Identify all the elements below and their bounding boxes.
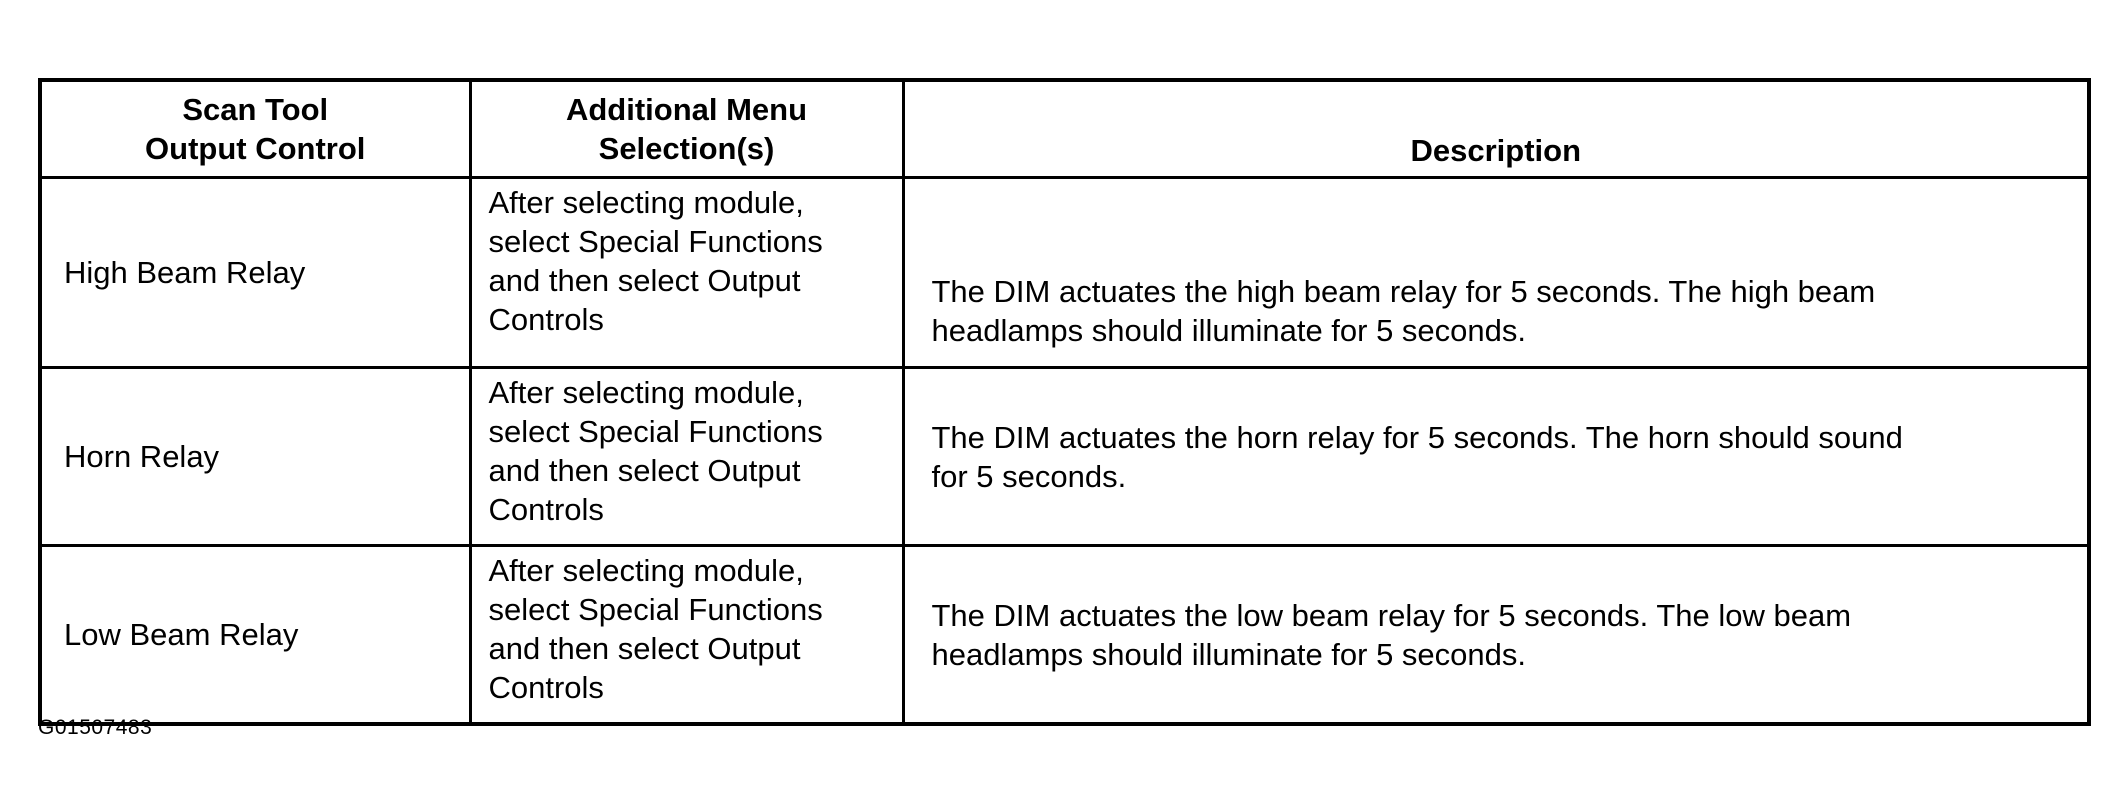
table-row xyxy=(40,546,2089,725)
output-controls-table xyxy=(38,78,2091,726)
menu-selection-cell: After selecting module, select Special Functions and then select Output Controls xyxy=(470,178,903,368)
table-row xyxy=(40,368,2089,546)
header-output-control: Scan Tool Output Control xyxy=(40,80,470,178)
header-description: Description xyxy=(903,80,2089,178)
menu-selection-cell: After selecting module, select Special Functions and then select Output Controls xyxy=(470,546,903,725)
figure-id: G01507483 xyxy=(38,716,153,739)
table-row xyxy=(40,178,2089,368)
output-control-cell: Low Beam Relay xyxy=(40,546,470,725)
header-row xyxy=(40,80,2089,178)
header-menu-selection: Additional Menu Selection(s) xyxy=(470,80,903,178)
description-cell: The DIM actuates the high beam relay for 5 seconds. The high beam headlamps should illuminate for 5 seconds. xyxy=(903,178,2089,368)
description-cell: The DIM actuates the low beam relay for 5 seconds. The low beam headlamps should illuminate for 5 seconds. xyxy=(903,546,2089,725)
output-control-cell: Horn Relay xyxy=(40,368,470,546)
output-control-cell: High Beam Relay xyxy=(40,178,470,368)
menu-selection-cell: After selecting module, select Special Functions and then select Output Controls xyxy=(470,368,903,546)
description-cell: The DIM actuates the horn relay for 5 seconds. The horn should sound for 5 seconds. xyxy=(903,368,2089,546)
